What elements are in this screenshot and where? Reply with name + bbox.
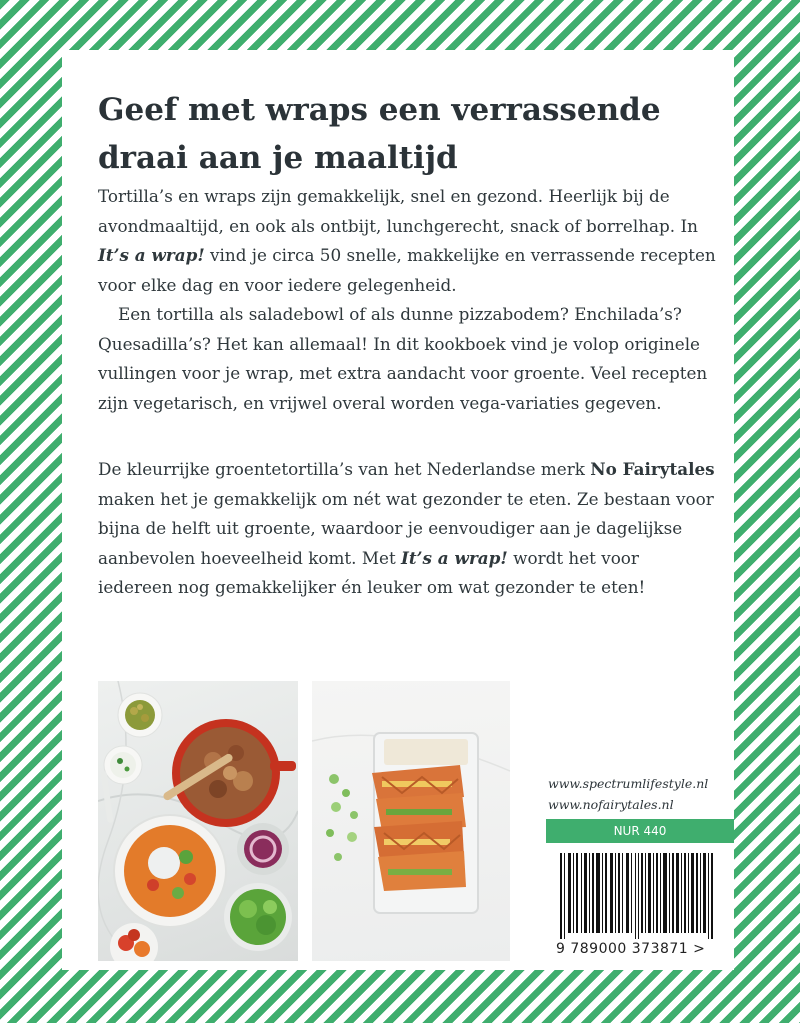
brand-paragraph	[98, 455, 718, 603]
url-spectrum[interactable]: www.spectrumlifestyle.nl	[548, 776, 709, 791]
nur-code: NUR 440	[546, 819, 734, 843]
brand-name: No Fairytales	[590, 459, 715, 479]
intro-text-1: Tortilla’s en wraps zijn gemakkelijk, snel en gezond. Heerlijk bij de avondmaaltijd, en ook als ontbijt, lunchgerecht, snack of borrelhap. In	[98, 186, 698, 236]
intro-paragraph	[98, 182, 718, 418]
intro-text-3: Een tortilla als saladebowl of als dunne pizzabodem? Enchilada’s? Quesadilla’s? Het kan allemaal! In dit kookboek vind je volop originele vullingen voor je wrap, met extra aandacht voor groente. Veel recepten zijn vegetarisch, en vrijwel overal worden vega-variaties gegeven.	[98, 304, 708, 413]
brand-text-1: De kleurrijke groentetortilla’s van het Nederlandse merk	[98, 459, 591, 479]
book-title-inline-2: It’s a wrap!	[401, 547, 508, 568]
cover-heading: Geef met wraps een verrassende draai aan je maaltijd	[98, 92, 661, 176]
book-title-inline: It’s a wrap!	[98, 245, 205, 265]
back-cover-panel	[62, 50, 734, 970]
barcode-block	[546, 819, 734, 969]
intro-text-2: vind je circa 50 snelle, makkelijke en verrassende recepten voor elke dag en voor iedere gelegenheid.	[98, 245, 716, 295]
wraps-tray-photo	[312, 681, 510, 961]
food-bowls-photo	[98, 681, 298, 961]
isbn-number: 9 789000 373871 >	[556, 941, 706, 957]
brand-text-2: maken het je gemakkelijk om nét wat gezonder te eten. Ze bestaan voor bijna de helft uit groente, waardoor je eenvoudiger aan je dagelijkse aanbevolen hoeveelheid komt. Met	[98, 488, 714, 568]
website-links	[548, 773, 738, 815]
url-nofairytales[interactable]: www.nofairytales.nl	[548, 797, 674, 812]
brand-text-3: wordt het voor iedereen nog gemakkelijker én leuker om wat gezonder te eten!	[98, 547, 646, 597]
barcode-icon	[560, 853, 720, 939]
